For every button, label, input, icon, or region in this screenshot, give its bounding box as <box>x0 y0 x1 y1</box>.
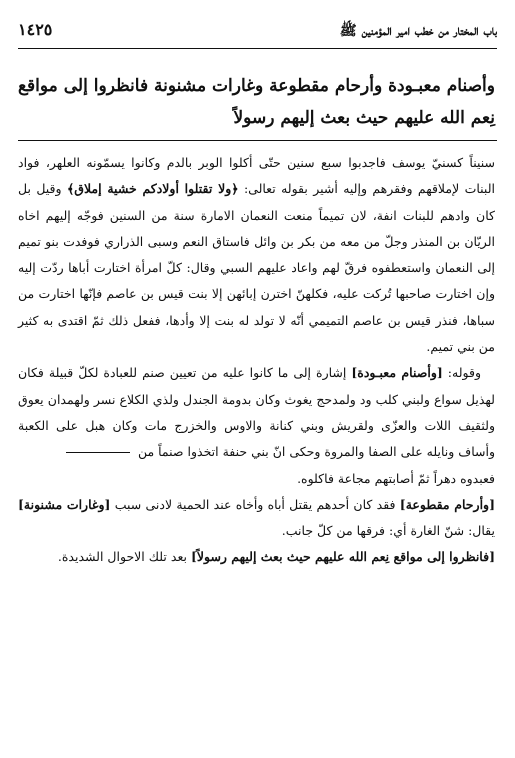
commentary-text: يقال: شنّ الغارة أي: فرقها من كلّ جانب. <box>281 523 495 539</box>
commentary-text: إشارة إلى ما كانوا عليه من تعيين صنم للعبادة لكلّ قبيلة فكان لهذيل سواع ولبني كلب ود ولمدحج يغوث وكان بدومة الجندل ولذي الكلاع نسر ولهمدان يعوق ولثقيف اللات والعزّى ولقريش وبني كنانة والاوس والخزرج مات وكان هبل على الكعبة وأساف ونايله على الصفا والمروة وحكى انّ بني حنفة اتخذوا صنماً من <box>18 365 495 460</box>
sermon-text: وأصنام معبـودة وأرحام مقطوعة وغارات مشنونة فانظروا إلى مواقع نِعم الله عليهم حيث بعث إليهم رسولاً <box>18 76 495 128</box>
header-divider <box>18 48 497 49</box>
page-number: ١٤٢٥ <box>18 20 53 39</box>
page-header <box>18 20 497 46</box>
commentary-paragraph-4 <box>18 544 495 570</box>
quoted-term: [وأصنام معبـودة] <box>351 365 443 381</box>
chapter-title: باب المختار من خطب امير المؤمنين ﷺ <box>339 23 497 39</box>
text-divider <box>18 140 497 141</box>
commentary-text: وقيل بل كان وادهم للبنات انفة، لان تميماً منعت النعمان الامارة سنة من السنين فوجّه إليهم اخاه الريّان بن المنذر وجلّ من معه من بكر بن وائل فاستاق النعم وسبى الذراري فوفدت بنو تميم إلى النعمان واستعطفوه فرقّ لهم واعاد عليهم السبي وقال: كلّ امرأة اختارت أباها ردّت إليه وإن اختارت صاحبها تُركت عليه، فكلهنّ اخترن إبائهن إلا بنت قيس بن عاصم فإنّها اختارت من سباها، فنذر قيس بن عاصم التميمي أنّه لا تولد له بنت إلا وأدها، ففعل ذلك ثمّ اقتدى به كثير من بني تميم. <box>18 181 495 355</box>
commentary-text: وقوله: <box>447 365 481 381</box>
commentary <box>18 150 495 571</box>
quoted-term: [وأرحام مقطوعة] <box>399 496 495 512</box>
commentary-text: سنيناً كسنيّ يوسف فاجدبوا سبع سنين حتّى أكلوا الوبر بالدم وكانوا يسمّونه العلهر، فواد البنات لإملاقهم وفقرهم وإليه أشير بقوله تعالى: <box>18 155 495 197</box>
commentary-text: فعبدوه دهراً ثمّ أصابتهم مجاعة فاكلوه. <box>297 470 495 486</box>
commentary-text: فقد كان أحدهم يقتل أباه وأخاه عند الحمية لادنى سبب <box>114 496 396 512</box>
commentary-paragraph-3 <box>18 492 495 545</box>
missing-word-line <box>66 452 130 453</box>
commentary-text: بعد تلك الاحوال الشديدة. <box>57 549 187 565</box>
commentary-paragraph-2 <box>18 360 495 491</box>
quoted-term: [وغارات مشنونة] <box>18 496 111 512</box>
quran-quote: ﴿ولا تقتلوا أولادكم خشية إملاق﴾ <box>66 181 239 197</box>
commentary-paragraph-1 <box>18 150 495 360</box>
quoted-term: [فانظروا إلى مواقع نِعم الله عليهم حيث بعث إليهم رسولاً] <box>190 549 495 565</box>
